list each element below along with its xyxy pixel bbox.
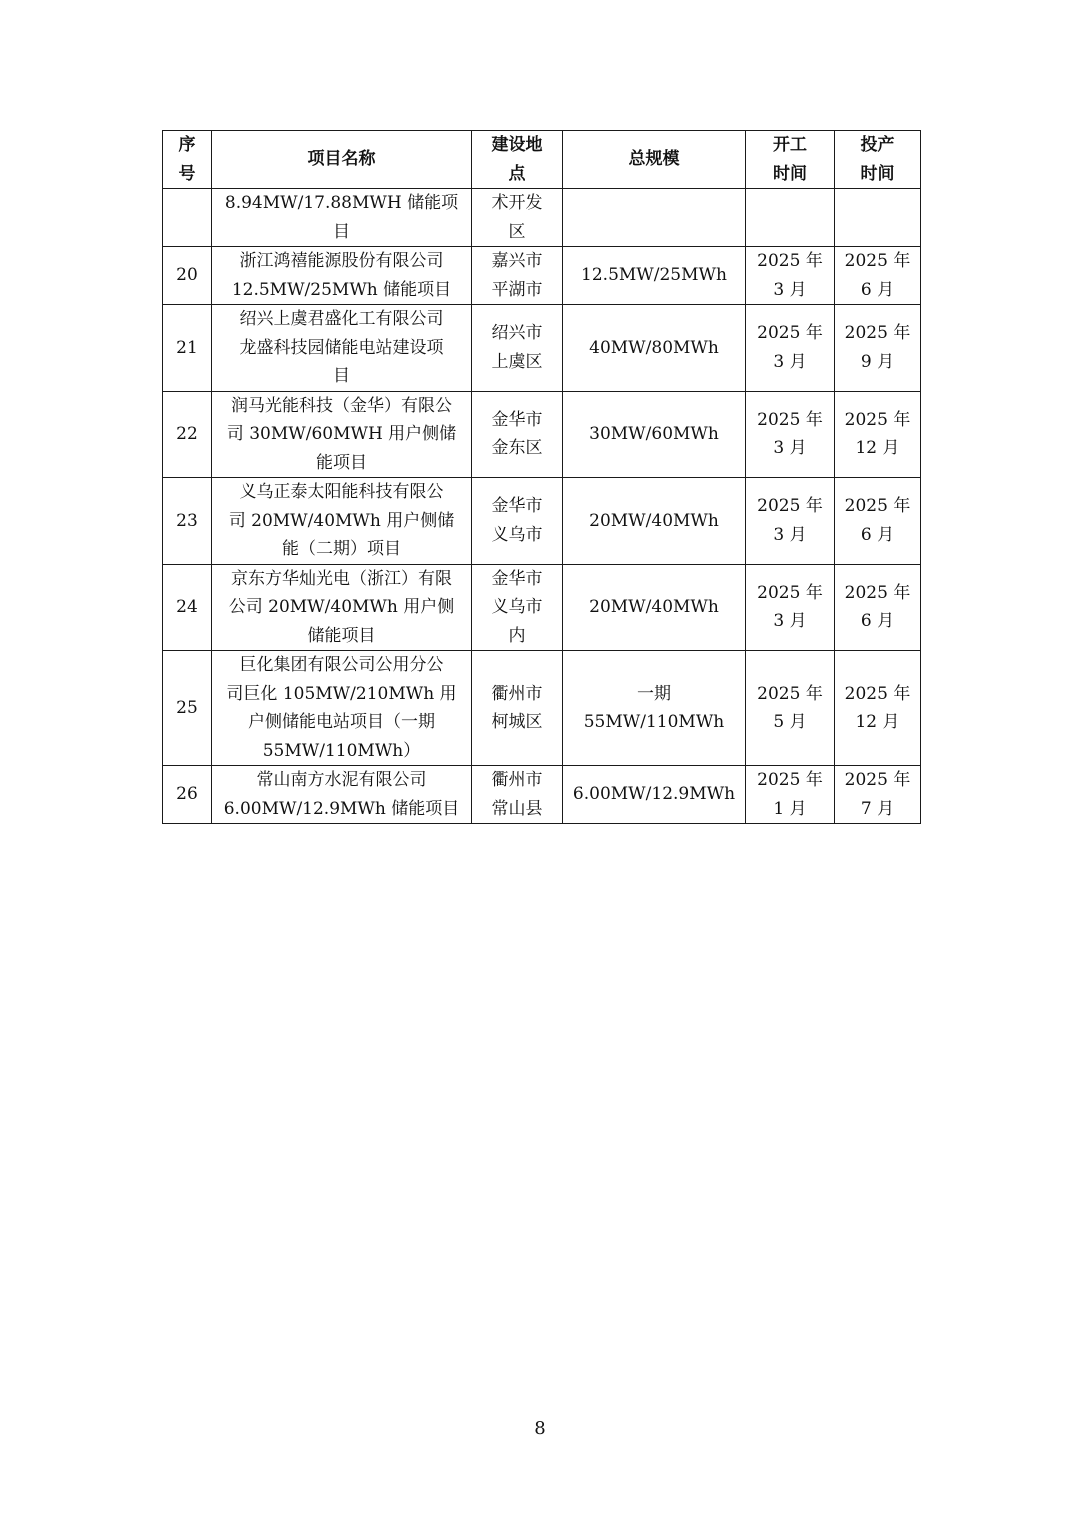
cell-line: 浙江鸿禧能源股份有限公司 bbox=[239, 251, 444, 271]
cell-line: 上虞区 bbox=[491, 351, 543, 372]
cell-line: 6 月 bbox=[860, 524, 895, 545]
cell-line: 京东方华灿光电（浙江）有限 bbox=[231, 568, 452, 589]
cell-line: 3 月 bbox=[773, 279, 807, 300]
cell-start-time bbox=[746, 766, 835, 824]
header-total-scale bbox=[563, 131, 746, 189]
header-line: 点 bbox=[508, 163, 526, 184]
cell-seq: 25 bbox=[163, 651, 212, 766]
cell-seq: 23 bbox=[163, 478, 212, 565]
cell-line: 义乌正泰太阳能科技有限公 bbox=[239, 482, 444, 502]
table-row bbox=[163, 478, 921, 565]
cell-line: 巨化集团有限公司公用分公 bbox=[239, 655, 444, 675]
cell-location bbox=[472, 305, 563, 392]
cell-line: 金华市 bbox=[491, 409, 543, 430]
cell-line: 6.00MW/12.9MWh bbox=[572, 784, 736, 805]
cell-line: 司 30MW/60MWH 用户侧储 bbox=[226, 424, 457, 444]
cell-total-scale bbox=[563, 651, 746, 766]
cell-line: 2025 年 bbox=[757, 323, 823, 344]
cell-total-scale bbox=[563, 391, 746, 478]
cell-line: 能（二期）项目 bbox=[282, 539, 401, 559]
table-row bbox=[163, 766, 921, 824]
cell-operation-time bbox=[835, 391, 921, 478]
cell-line: 2025 年 bbox=[757, 582, 823, 603]
cell-line: 12.5MW/25MWh 储能项目 bbox=[231, 279, 452, 300]
cell-line: 6.00MW/12.9MWh 储能项目 bbox=[223, 798, 460, 819]
cell-line: 2025 年 bbox=[757, 409, 823, 430]
cell-line: 目 bbox=[333, 366, 350, 386]
cell-location bbox=[472, 247, 563, 305]
header-project-name bbox=[212, 131, 472, 189]
cell-location bbox=[472, 189, 563, 247]
cell-operation-time bbox=[835, 305, 921, 392]
cell-operation-time bbox=[835, 651, 921, 766]
table-row bbox=[163, 651, 921, 766]
cell-total-scale bbox=[563, 189, 746, 247]
cell-line: 司巨化 105MW/210MWh 用 bbox=[226, 683, 457, 704]
cell-line: 义乌市 bbox=[491, 524, 543, 545]
header-operation-time bbox=[835, 131, 921, 189]
header-line: 投产 bbox=[860, 135, 895, 155]
cell-total-scale bbox=[563, 305, 746, 392]
cell-line: 2025 年 bbox=[844, 409, 911, 430]
cell-line: 金华市 bbox=[491, 496, 543, 517]
cell-line: 12 月 bbox=[855, 712, 900, 732]
cell-line: 55MW/110MWh） bbox=[262, 740, 421, 761]
cell-line: 30MW/60MWh bbox=[589, 424, 719, 444]
cell-line: 常山县 bbox=[491, 798, 543, 819]
table-row bbox=[163, 247, 921, 305]
cell-line: 3 月 bbox=[773, 438, 807, 459]
cell-line: 区 bbox=[508, 221, 526, 242]
cell-line: 9 月 bbox=[860, 351, 895, 372]
cell-seq: 21 bbox=[163, 305, 212, 392]
cell-line: 1 月 bbox=[773, 798, 807, 819]
cell-line: 内 bbox=[508, 625, 526, 646]
header-line: 号 bbox=[178, 163, 196, 184]
cell-line: 润马光能科技（金华）有限公 bbox=[231, 395, 452, 416]
cell-start-time bbox=[746, 391, 835, 478]
cell-line: 7 月 bbox=[860, 798, 895, 819]
cell-line: 2025 年 bbox=[844, 683, 911, 704]
cell-line: 绍兴上虞君盛化工有限公司 bbox=[239, 309, 444, 329]
header-line: 时间 bbox=[773, 163, 807, 184]
cell-operation-time bbox=[835, 766, 921, 824]
cell-line: 龙盛科技园储能电站建设项 bbox=[239, 337, 444, 358]
header-location bbox=[472, 131, 563, 189]
cell-start-time bbox=[746, 305, 835, 392]
cell-line: 能项目 bbox=[316, 452, 367, 473]
cell-line: 3 月 bbox=[773, 524, 807, 545]
table-row bbox=[163, 305, 921, 392]
cell-line: 柯城区 bbox=[491, 712, 543, 732]
cell-total-scale bbox=[563, 247, 746, 305]
cell-line: 金华市 bbox=[491, 568, 543, 589]
cell-project-name bbox=[212, 564, 472, 651]
cell-project-name bbox=[212, 189, 472, 247]
cell-project-name bbox=[212, 478, 472, 565]
cell-line: 12 月 bbox=[855, 438, 900, 459]
cell-line: 3 月 bbox=[773, 351, 807, 372]
cell-line: 20MW/40MWh bbox=[589, 510, 719, 531]
cell-line: 金东区 bbox=[491, 438, 543, 459]
table-row bbox=[163, 391, 921, 478]
cell-operation-time bbox=[835, 478, 921, 565]
cell-line: 2025 年 bbox=[844, 323, 911, 344]
cell-line: 6 月 bbox=[860, 611, 895, 632]
cell-start-time bbox=[746, 478, 835, 565]
cell-location bbox=[472, 651, 563, 766]
cell-location bbox=[472, 564, 563, 651]
page-number: 8 bbox=[534, 1418, 546, 1439]
cell-line: 12.5MW/25MWh bbox=[581, 265, 727, 286]
cell-line: 2025 年 bbox=[757, 496, 823, 517]
cell-project-name bbox=[212, 305, 472, 392]
cell-line: 2025 年 bbox=[844, 770, 911, 790]
cell-line: 2025 年 bbox=[757, 683, 823, 704]
cell-start-time bbox=[746, 651, 835, 766]
header-line: 开工 bbox=[773, 135, 807, 155]
header-line: 项目名称 bbox=[307, 149, 376, 170]
cell-line: 义乌市 bbox=[491, 597, 543, 617]
cell-line: 储能项目 bbox=[307, 625, 376, 646]
cell-line: 40MW/80MWh bbox=[589, 337, 719, 358]
cell-line: 平湖市 bbox=[491, 279, 543, 300]
cell-line: 2025 年 bbox=[844, 582, 911, 603]
header-line: 时间 bbox=[860, 163, 895, 184]
cell-line: 2025 年 bbox=[844, 496, 911, 517]
cell-seq: 20 bbox=[163, 247, 212, 305]
cell-line: 常山南方水泥有限公司 bbox=[256, 770, 427, 790]
cell-line: 8.94MW/17.88MWH 储能项 bbox=[224, 193, 459, 213]
cell-location bbox=[472, 478, 563, 565]
cell-line: 20MW/40MWh bbox=[589, 597, 719, 617]
cell-location bbox=[472, 391, 563, 478]
cell-line: 衢州市 bbox=[491, 770, 543, 790]
cell-line: 户侧储能电站项目（一期 bbox=[248, 712, 435, 732]
cell-line: 2025 年 bbox=[757, 770, 823, 790]
table-header-row bbox=[163, 131, 921, 189]
cell-operation-time bbox=[835, 564, 921, 651]
header-start-time bbox=[746, 131, 835, 189]
cell-project-name bbox=[212, 247, 472, 305]
cell-project-name bbox=[212, 766, 472, 824]
cell-line: 一期 bbox=[637, 683, 671, 704]
cell-line: 3 月 bbox=[773, 611, 807, 632]
cell-total-scale bbox=[563, 766, 746, 824]
cell-seq: 26 bbox=[163, 766, 212, 824]
table-row bbox=[163, 189, 921, 247]
header-seq bbox=[163, 131, 212, 189]
cell-line: 衢州市 bbox=[491, 683, 543, 704]
header-line: 建设地 bbox=[491, 135, 543, 155]
cell-line: 绍兴市 bbox=[491, 323, 543, 344]
cell-start-time bbox=[746, 189, 835, 247]
cell-location bbox=[472, 766, 563, 824]
cell-start-time bbox=[746, 564, 835, 651]
cell-line: 嘉兴市 bbox=[491, 251, 543, 271]
cell-project-name bbox=[212, 651, 472, 766]
cell-line: 55MW/110MWh bbox=[583, 712, 725, 732]
cell-total-scale bbox=[563, 478, 746, 565]
cell-seq bbox=[163, 189, 212, 247]
cell-line: 目 bbox=[333, 221, 350, 242]
cell-line: 司 20MW/40MWh 用户侧储 bbox=[228, 510, 455, 531]
header-line: 序 bbox=[178, 135, 196, 155]
cell-operation-time bbox=[835, 189, 921, 247]
cell-line: 6 月 bbox=[860, 279, 895, 300]
cell-seq: 24 bbox=[163, 564, 212, 651]
header-line: 总规模 bbox=[628, 149, 680, 170]
cell-line: 术开发 bbox=[491, 193, 543, 213]
cell-seq: 22 bbox=[163, 391, 212, 478]
cell-line: 公司 20MW/40MWh 用户侧 bbox=[228, 597, 455, 617]
cell-line: 2025 年 bbox=[844, 251, 911, 271]
cell-line: 5 月 bbox=[773, 712, 807, 732]
energy-storage-project-table bbox=[162, 130, 921, 824]
cell-total-scale bbox=[563, 564, 746, 651]
table-body bbox=[163, 189, 921, 824]
table-row bbox=[163, 564, 921, 651]
cell-start-time bbox=[746, 247, 835, 305]
cell-operation-time bbox=[835, 247, 921, 305]
cell-project-name bbox=[212, 391, 472, 478]
cell-line: 2025 年 bbox=[757, 251, 823, 271]
